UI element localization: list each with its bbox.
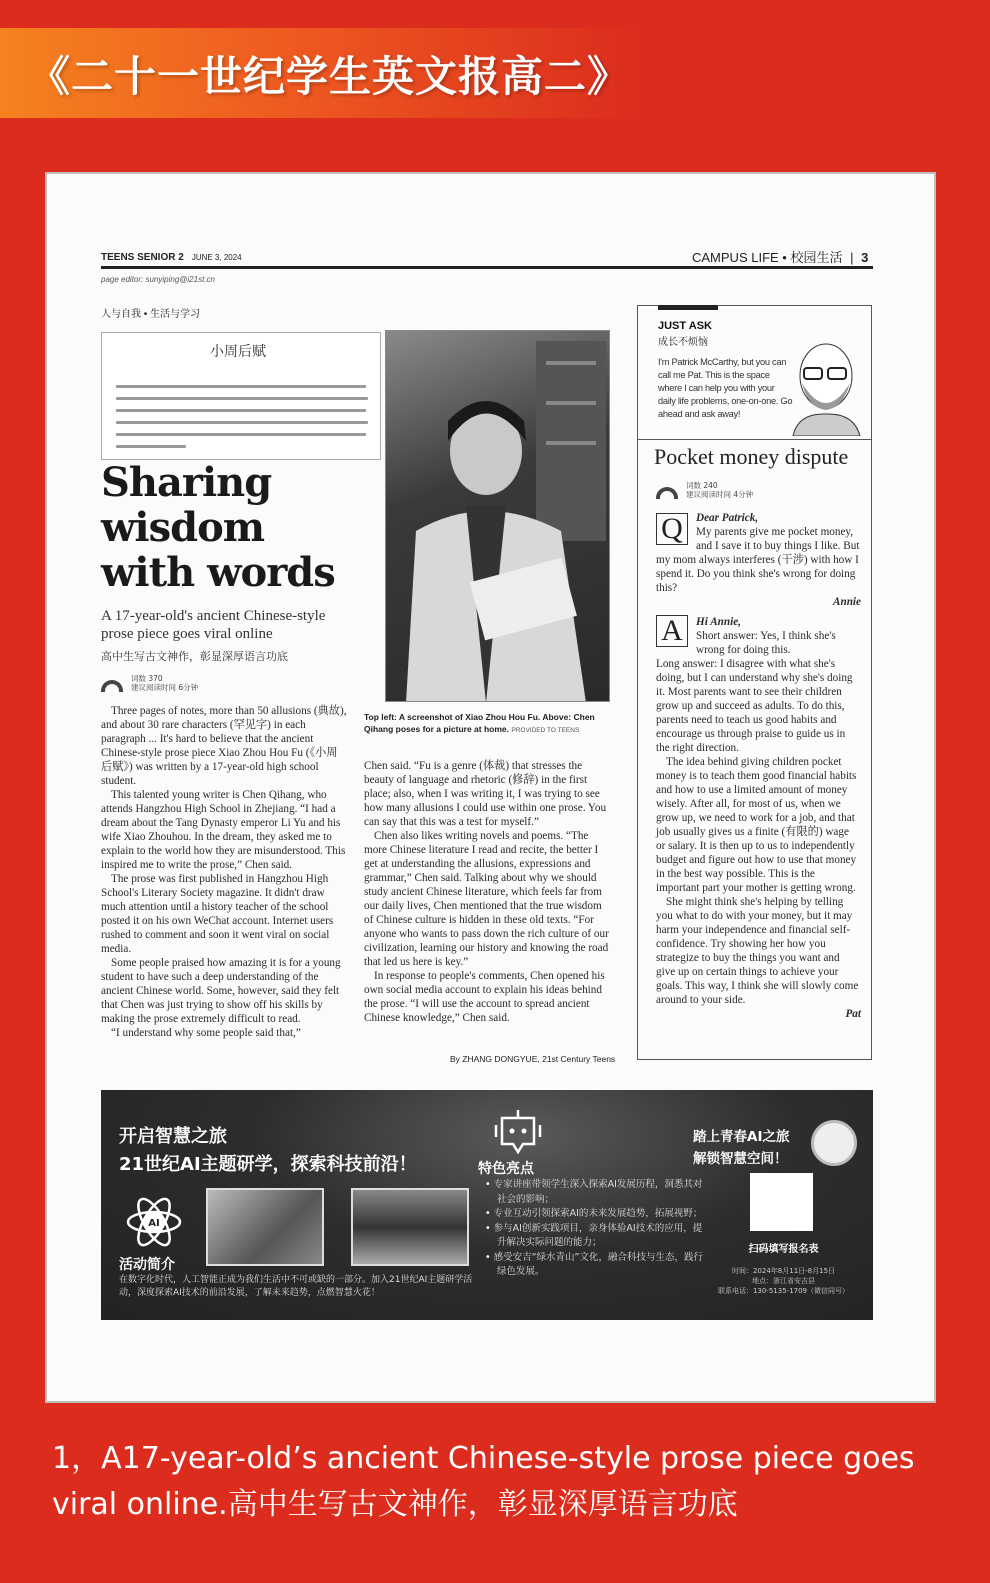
astronaut-mascot-icon [811,1120,857,1166]
issue-date: JUNE 3, 2024 [191,253,242,262]
cta-line: 踏上青春AI之旅 [693,1129,790,1145]
ai-atom-icon [126,1194,182,1250]
photo-caption [364,711,614,737]
just-ask-column [637,305,872,1060]
paragraph: In response to people's comments, Chen opened his own social media account to explain his ideas behind the prose. “I will use the account to spread ancient Chinese knowledge,” Chen said. [364,970,605,1024]
cta-heading [693,1126,789,1170]
event-place: 地点：浙江省安吉县 [752,1277,815,1285]
article-column-middle [364,759,612,1025]
answer-paragraph: Short answer: Yes, I think she's wrong for doing this. [696,630,836,656]
section-name: CAMPUS LIFE • 校园生活 [692,250,843,265]
event-info [701,1266,866,1296]
masthead-right: CAMPUS LIFE • 校园生活 | 3 [692,250,869,265]
question-text: My parents give me pocket money, and I save it to buy things I like. But my mom always interferes (干涉) with how I spend it. Do you think she's wrong for doing this? [656,526,860,594]
masthead-rule [101,266,873,269]
a-salutation: Hi Annie, [696,616,741,628]
ai-study-tour-ad [101,1090,873,1320]
column-intro: I'm Patrick McCarthy, but you can call me Pat. This is the space where I can help you with your daily life problems, one-on-one. Go ahead and ask away! [658,357,793,419]
column-title: JUST ASK [658,320,712,332]
intro-text: 在数字化时代，人工智能正成为我们生活中不可或缺的一部分。加入21世纪AI主题研学活动，深度探索AI技术的前沿发展，了解未来趋势，点燃智慧火花！ [119,1275,473,1298]
paragraph: Some people praised how amazing it is for a young student to have such a deep understanding of the ancient Chinese world. Some, however, said they felt that Chen was just trying to show off his skills by making the prose extremely difficult to read. [101,957,341,1025]
robot-chat-icon [493,1108,543,1160]
qa-headline: Pocket money dispute [654,444,849,469]
headline-line: wisdom [101,504,265,551]
prose-title: 小周后赋 [210,344,266,360]
event-phone: 联系电话：130-5135-1709（微信同号） [717,1287,850,1295]
q-dropcap: Q [656,513,688,545]
word-count: 词数 370 [131,674,163,683]
article-headline [101,460,335,595]
feature-item: • 感受安吉“绿水青山”文化，融合科技与生态，践行绿色发展。 [483,1251,703,1280]
feature-item: • 专家讲座带领学生深入探索AI发展历程，洞悉其对社会的影响； [483,1178,703,1207]
article-column-left [101,704,347,1040]
banner-title: 《二十一世纪学生英文报高二》 [28,52,631,101]
gauge-icon [101,680,123,692]
paragraph: Three pages of notes, more than 50 allusions (典故), and about 30 rare characters (罕见字) in each paragraph ... It's hard to believe that the ancient Chinese-style prose piece Xiao Zhou Hou Fu (《小周后赋》) was written by a 17-year-old high school student. [101,705,347,787]
qr-label: 扫码填写报名表 [748,1244,819,1255]
photo-credit: PROVIDED TO TEENS [511,727,580,734]
ad-subheadline: 21世纪AI主题研学，探索科技前沿！ [119,1154,417,1175]
answer-paragraph: She might think she's helping by telling you what to do with your money, but it may harm your independence and financial self-confidence. Try showing her how you strategize to buy the things you want and give up on certain things to achieve your goals. This way, I think she will slowly come around to your side. [656,896,859,1006]
headline-line: Sharing [101,459,272,506]
ad-photo-vr [206,1188,324,1266]
cta-line: 解锁智慧空间！ [693,1151,788,1167]
q-signature: Annie [833,596,861,608]
column-bar [658,305,718,310]
bottom-caption: 1，A17-year-old’s ancient Chinese-style prose piece goes viral online.高中生写古文神作，彰显深厚语言功底 [52,1441,915,1522]
byline: By ZHANG DONGYUE, 21st Century Teens [450,1054,616,1064]
word-count: 词数 240 [686,481,718,490]
answer-paragraph: The idea behind giving children pocket money is to teach them good financial habits and how to use a limited amount of money wisely. After all, for most of us, when we grow up, we need to work for a job, and that job usually gives us a finite (有限的) wage or salary. It is then up to us to independently budget and figure out how to use that money in the best way possible. This is the important part your mother is getting wrong. [656,756,857,894]
feature-item: • 专业互动引领探索AI的未来发展趋势，拓展视野； [483,1207,703,1222]
student-photo [385,330,610,702]
ad-photo-group [351,1188,469,1266]
reading-meter [101,674,198,692]
qa-body [656,511,861,1021]
gauge-icon [656,487,678,499]
column-title-cn: 成长不烦恼 [658,337,708,348]
prose-screenshot [101,332,381,460]
reading-meter [656,481,753,499]
paragraph: “I understand why some people said that,” [111,1027,301,1039]
reading-time: 建议阅读时间 6分钟 [131,683,199,692]
headline-line: with words [101,549,335,596]
event-time: 时间：2024年8月11日-8月15日 [731,1267,836,1275]
page-editor: page editor: sunyiping@i21st.cn [101,275,215,284]
intro-title: 活动简介 [119,1257,175,1273]
svg-text:AI: AI [148,1218,160,1229]
caption-text: Top left: A screenshot of Xiao Zhou Hou Fu. Above: Chen Qihang poses for a picture at home. [364,712,595,734]
a-signature: Pat [845,1008,861,1020]
q-salutation: Dear Patrick, [696,512,759,524]
paragraph: The prose was first published in Hangzhou High School's Literary Society magazine. It didn't draw much attention until a history teacher of the school posted it on his own WeChat account. Internet users rushed to comment and soon it went viral on social media. [101,873,334,955]
ad-headline: 开启智慧之旅 [119,1126,227,1147]
answer-paragraph: Long answer: I disagree with what she's doing, but I can understand why she's doing it. Most parents want to see their children grow up and succeed as adults. To do this, parents need to teach us good habits and encourage us through praise to guide us in the right direction. [656,658,853,754]
article-deck: A 17-year-old's ancient Chinese-style prose piece goes viral online [101,608,326,642]
page-number: 3 [861,250,869,265]
feature-item: • 参与AI创新实践项目，亲身体验AI技术的应用，提升解决实际问题的能力； [483,1222,703,1251]
divider [638,439,871,440]
paragraph: Chen said. “Fu is a genre (体裁) that stresses the beauty of language and rhetoric (修辞) in the first place; also, when I was writing it, I was trying to see how many allusions I could use within one prose. You can say that this was a test for myself.” [364,760,607,828]
article-deck-cn: 高中生写古文神作，彰显深厚语言功底 [101,650,288,663]
a-dropcap: A [656,615,688,647]
masthead-left [101,252,242,263]
features-title: 特色亮点 [478,1161,534,1177]
qr-code[interactable] [750,1173,813,1231]
columnist-portrait [788,328,863,436]
features-list [483,1178,703,1280]
paragraph: This talented young writer is Chen Qihang, who attends Hangzhou High School in Zhejiang. “I had a dream about the Tang Dynasty emperor Li Yu and his wife Xiao Zhouhou. In the dream, they asked me to explain to the world how they are misunderstood. This inspired me to write the prose,” Chen said. [101,789,346,871]
paragraph: Chen also likes writing novels and poems. “The more Chinese literature I read and recite, the better I get at understanding the allusions, expressions and grammar,” Chen said. Talking about why we should study ancient Chinese literature, which feels far from our daily lives, Chen mentioned that the true wisdom of Chinese culture is hidden in these old texts. “For anyone who wants to pass down the rich culture of our civilization, learning our history and knowing the road that led us here is key.” [364,830,609,968]
paper-name: TEENS SENIOR 2 [101,252,184,263]
section-tag: 人与自我 • 生活与学习 [101,309,201,320]
reading-time: 建议阅读时间 4分钟 [686,490,754,499]
